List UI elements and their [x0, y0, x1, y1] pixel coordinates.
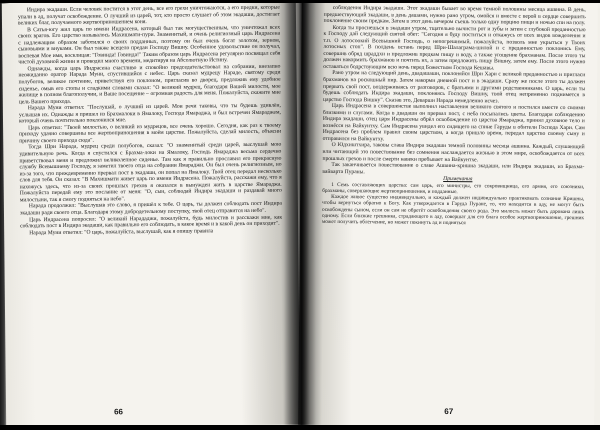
- paragraph: Так заканчивается повествование о славе Ашвина-кришна экадаши, или Индира экадаши, из Брахма-вайварта Пураны.: [322, 162, 585, 175]
- paragraph: Однажды, когда царь Индрасена счастливо и спокойно председательствовал на собрании, внезапно неожиданно оратор Нарада Муни, спустившийся с небес. Царь сказал мудрецу Нараде, святому среди полубогов, великое почтение, приветствуя его поклоном, пригласив во дворец, предложив ему удобное сиденье, омыв его стопы и сладкими словами сказал: "О великий мудрец, благодаря Вашей милости, мое жилище в полном благополучии, и Ваше посещение – огромная радость для меня. Пожалуйста, скажите мне цель Вашего прихода.: [18, 63, 281, 106]
- paragraph: Царь Индрасена попросил: "О великий Нарададжи, пожалуйста, будь милостив и расскажи мне, как соблюдать пост в Индира экадаши, как правильно его соблюдать, в какое время и в какой день он приходит".: [20, 214, 283, 230]
- right-page-number: 67: [444, 406, 454, 417]
- paragraph: Нарада Муни ответил: "Послушай, о лучший из царей. Мои речи таковы, что ты будешь удивлён, услышав их. Однажды я пришел из Брахмалоки в Ямалоку, Господа Ямараджа, и был встречен Ямараджем, который очень почтительно поклонился мне.: [18, 102, 281, 125]
- paragraph: О Юдхиштхира, таковы слава Индира экадаши темной половины месяца ашвина. Каждый, слушающий или читающий это повествование без сомнения наслаждается жизнью в этом мире, освобождается от всех прошлых грехов и после смерти навеки пребывает на Вайкунтхе.: [322, 142, 585, 163]
- paragraph: 1 Семь составляющих царства: сам царь, его министры, его сокровищница, его армия, его союзники, брахманы, совершающие жертвоприношения, и подданные.: [322, 181, 585, 196]
- paragraph: Нарада Муни ответил: "О царь, пожалуйста, выслушай, как я опишу правила: [29, 227, 214, 236]
- scan-edge-bottom: [0, 425, 600, 430]
- paragraph: соблюдения Индира экадаши. Этот экадаши бывает во время темной половины месяца ашвина. В день, предшествующий экадаши, в день дашами, нужно рано утром, омойся и вместе с верой в сердце совершить поклонение своим предкам. Затем в этот день вечером съешь только одну порцию пищи и ночью спи на полу.: [323, 4, 586, 27]
- paragraph: Царь ответил: "Твоей милостью, о великий из мудрецов, все очень хорошо. Сегодня, как раз к твоему приходу удачно совершены все жертвоприношения в моём царстве. Пожалуйста, сделай милость, объясни причину своего прихода сюда".: [19, 122, 282, 145]
- right-page: [298, 1, 598, 428]
- paragraph: Рано утром на следующий день, двадашаши, поклоняйся Шри Хари с великой преданностью и пригласи брахманов на роскошный пир. Затем накорми дневной пост и в экадаши. Сразу же после этого ты должен прервать свой пост, воздерживаясь от разговоров, с братьями и другими родственниками. О царь, если ты будешь соблюдать Индира экадаши, поклоняясь Господу Вишну, твой отец непременно поднимется в царство Господа Вишну". Сказав это, Деварши Нарада немедленно исчез.: [322, 70, 586, 105]
- scan-edge-top: [0, 0, 600, 3]
- notes-title: Примечания: [443, 176, 473, 183]
- right-page-text: [322, 5, 586, 227]
- left-page-number: 66: [114, 407, 124, 417]
- paragraph: В Сатья-югу жил царь по имени Индрасена, который был так могущественным, что уничтожал всех своих врагов. Его царство называлось Махишмати-пури. Знаменитый, и очень религиозный царь Индрасена с надлежащим образом заботился о своих подданных, поэтому он был очень богат золотом, зерном, сыновьями и внуками. Он был также всецело предан Господу Вишну. Особенное удовольствие он получал, воспевая Мое имя, восклицая: "Говинда! Говинда!" Таким образом царь Индрасена регулярно посвящал себя чистой духовной жизни и проводил много времени, медитируя на Абсолютную Истину.: [18, 24, 281, 66]
- paragraph: Царь Индрасена в совершенстве выполнил наставления великого святого и постился вместе со своими близкими и слугами. Когда в двадаши он прервал пост, с неба посыпались цветы. Благодаря соблюдению Индира экадаши, отец царя Индрасены обрёл освобождение из царства Ямараджа, принял духовное тело и вознёсся на Вайкунтху. Сам Индрасена увидел его сидящего на спине Гаруды в обители Господа Хари. Сам Индрасена без проблем правил своим царством, а когда пришло время, передал царство своему сыну и отправился на Вайкунтху.: [322, 103, 585, 143]
- paragraph: Нарада продолжил: "Выслушав это слово, я пришёл к тебе. О царь, ты должен соблюдать пост Индира экадаши ради своего отца. Благодаря этому добродетельному поступку, твой отец отправится на небо".: [19, 201, 282, 217]
- paragraph: Когда ты проснешься в экадаши утром, тщательно вычисти рот и зубы и затем с глубокой преданностью к Господу дай следующий святой обет: "Сегодня я буду поститься и откажусь от всех видов вожделения и т.п. О лотосоокий Всевышний Господь, о непогрешимый, пожалуйста, позволь мне укрыться у Твоих лотосных стоп". В полдень встань перед Шри-Шалаграма-шилой и с преданностью поклонись Ему, совершив обряд шраддхи и предложив предкам пищу и воду, а также угощение брахманам. После этого ты должен накормить брахманов и почтить их, а затем предложить пищу Вишну, затем ему. После этого нужно оставаться бодрствующим всю ночь перед Божеством Господа Кешавы.: [323, 24, 586, 72]
- left-page: [2, 0, 300, 427]
- paragraph: Каждое живое существо индивидуально, и каждый должен индивидуально практиковать сознание Кришны, чтобы вернуться обратно к Богу. Как утверждается в Гаруда Пуране, то, что находится в аду, не могут быть освобождены сыном, если он сам не обретёт освобождения своего рода. Это милость может быть дарована лишь одному. Если близкие грешника, страдающего в аду, совершат для его блага особое жертвоприношение, грешник может получить облегчение, но может покинуть ад и подняться: [321, 194, 585, 227]
- paragraph: Индира экадаши. Если человек постится в этот день, все его грехи уничтожаются, а его предки, которые упали в ад, получат освобождение. О лучший из царей, тот, кто просто слушает об этом экадаши, достигает великих благ, получаемого жертвоприношением коня.: [17, 4, 280, 27]
- paragraph: Тогда Шри Нарада, мудрец среди полубогов, сказал: "О знаменитый среди царей, выслушай мою удивительную речь. Когда я спустился с Брахма-локи на Ямалоку, Господь Ямараджа весьма сердечно приветствовал меня и предложил великолепное сиденье. Там как я правильно прославил его прекрасную службу Всевышнему Господу, я заметил твоего отца на собрании Ямараджи. Он был очень религиозным, но из-за того, что преждевременно прервал пост в экадаши, он попал на Ямалоку. Твой отец передал несколько слов для тебя. Он сказал: "В Махишмати живет царь по имени Индрасена. Пожалуйста, расскажи ему, что я нахожусь здесь, что из-за своих прошлых грехов я оказался в вынужден жить в царстве Ямараджа. Пожалуйста передай ему это послание от меня: "О, сын, соблюдай Индира экадаши и раздавай много милостыни, так я смогу подняться на небо".: [19, 142, 282, 204]
- left-page-text: [18, 5, 282, 237]
